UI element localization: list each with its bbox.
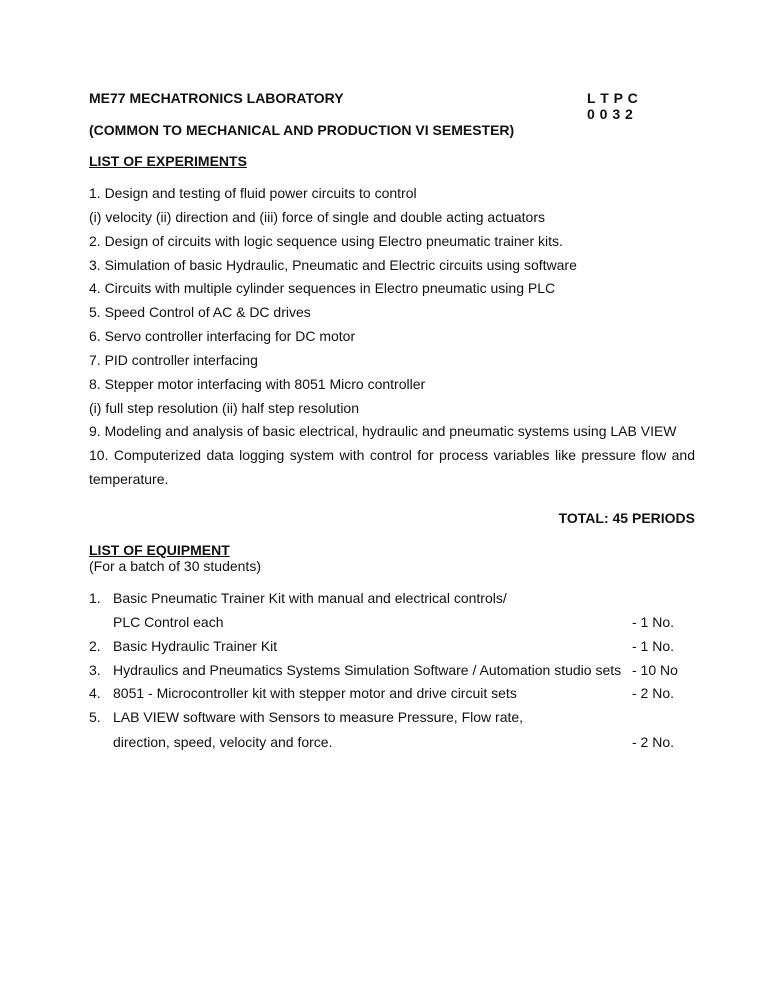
item-text: LAB VIEW software with Sensors to measure Pressure, Flow rate, (113, 709, 524, 725)
item-text: Hydraulics and Pneumatics Systems Simulation Software / Automation studio sets (113, 662, 622, 678)
item-number: 1. (89, 590, 101, 606)
experiment-line: 2. Design of circuits with logic sequence using Electro pneumatic trainer kits. (89, 233, 563, 249)
item-text: Basic Pneumatic Trainer Kit with manual and electrical controls/ (113, 590, 507, 606)
experiment-line: (i) velocity (ii) direction and (iii) force of single and double acting actuators (89, 209, 545, 225)
ltpc-values: 0 0 3 2 (587, 106, 634, 122)
item-text: Basic Hydraulic Trainer Kit (113, 638, 278, 654)
experiments-heading: LIST OF EXPERIMENTS (89, 153, 247, 169)
experiment-line: 8. Stepper motor interfacing with 8051 Micro controller (89, 376, 426, 392)
course-title: ME77 MECHATRONICS LABORATORY (89, 90, 344, 106)
equipment-note: (For a batch of 30 students) (89, 558, 261, 574)
experiment-line: 1. Design and testing of fluid power circuits to control (89, 185, 417, 201)
equipment-heading: LIST OF EQUIPMENT (89, 542, 230, 558)
item-quantity: - 1 No. (632, 638, 675, 654)
experiment-line: 6. Servo controller interfacing for DC motor (89, 328, 356, 344)
item-number: 4. (89, 685, 101, 701)
item-quantity: - 2 No. (632, 734, 675, 750)
item-text: 8051 - Microcontroller kit with stepper motor and drive circuit sets (113, 685, 517, 701)
course-subtitle: (COMMON TO MECHANICAL AND PRODUCTION VI SEMESTER) (89, 122, 515, 138)
experiment-line: 3. Simulation of basic Hydraulic, Pneumatic and Electric circuits using software (89, 257, 577, 273)
item-number: 5. (89, 709, 101, 725)
item-text-continued: PLC Control each (113, 614, 224, 630)
item-text-continued: direction, speed, velocity and force. (113, 734, 333, 750)
total-periods: TOTAL: 45 PERIODS (558, 510, 695, 526)
experiment-line: temperature. (89, 471, 169, 487)
item-quantity: - 1 No. (632, 614, 675, 630)
experiment-line: 10. Computerized data logging system with control for process variables like pressure flow and (89, 447, 695, 463)
experiment-line: 4. Circuits with multiple cylinder sequences in Electro pneumatic using PLC (89, 280, 556, 296)
experiment-line: (i) full step resolution (ii) half step resolution (89, 400, 360, 416)
item-number: 2. (89, 638, 101, 654)
item-quantity: - 10 No (632, 662, 678, 678)
experiment-line: 7. PID controller interfacing (89, 352, 258, 368)
experiment-line: 9. Modeling and analysis of basic electrical, hydraulic and pneumatic systems using LAB VIEW (89, 423, 677, 439)
ltpc-label: L T P C (587, 90, 639, 106)
item-number: 3. (89, 662, 101, 678)
experiment-line: 5. Speed Control of AC & DC drives (89, 304, 311, 320)
item-quantity: - 2 No. (632, 685, 675, 701)
